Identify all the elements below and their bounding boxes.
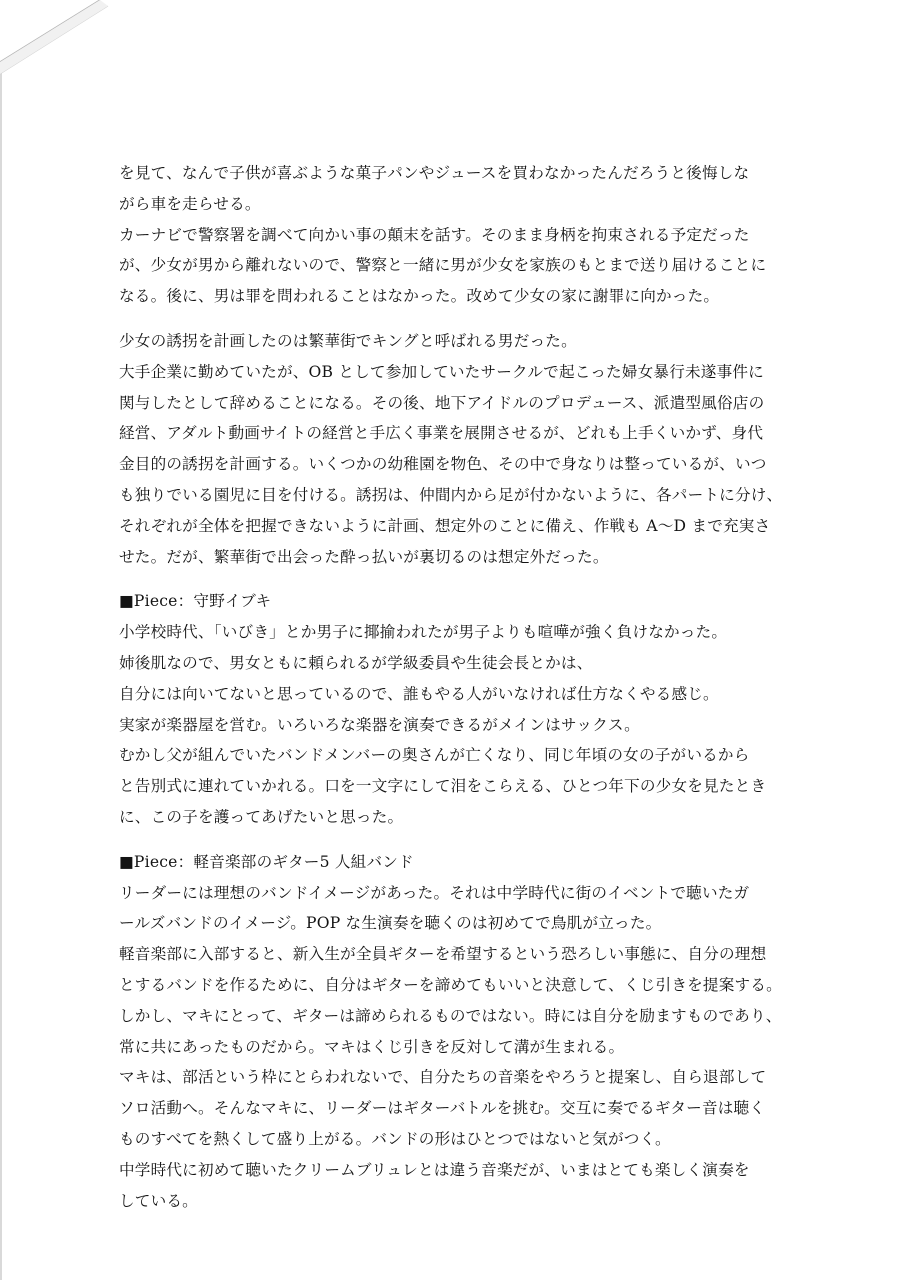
paragraph-gap: [119, 312, 791, 326]
text-line: 姉後肌なので、男女ともに頼られるが学級委員や生徒会長とかは、: [119, 653, 593, 672]
text-line: ールズバンドのイメージ。POP な生演奏を聴くのは初めてで鳥肌が立った。: [119, 914, 662, 933]
text-line: 経営、アダルト動画サイトの経営と手広く事業を展開させるが、どれも上手くいかず、身代: [119, 424, 764, 443]
section-band: [119, 847, 791, 1217]
text-line: に、この子を護ってあげたいと思った。: [119, 807, 404, 826]
text-line: マキは、部活という枠にとらわれないで、自分たちの音楽をやろうと提案し、自ら退部して: [119, 1068, 767, 1087]
folded-corner: [0, 0, 110, 80]
text-line: ソロ活動へ。そんなマキに、リーダーはギターバトルを挑む。交互に奏でるギター音は聴く: [119, 1099, 766, 1118]
text-line: が、少女が男から離れないので、警察と一緒に男が少女を家族のもとまで送り届けることに: [119, 256, 767, 275]
text-line: がら車を走らせる。: [119, 194, 261, 213]
text-line: 金目的の誘拐を計画する。いくつかの幼稚園を物色、その中で身なりは整っているが、いつ: [119, 455, 767, 474]
text-line: 実家が楽器屋を営む。いろいろな楽器を演奏できるがメインはサックス。: [119, 715, 640, 734]
text-line: 自分には向いてないと思っているので、誰もやる人がいなければ仕方なくやる感じ。: [119, 684, 719, 703]
text-line: 常に共にあったものだから。マキはくじ引きを反対して溝が生まれる。: [119, 1037, 625, 1056]
text-line: 軽音楽部に入部すると、新入生が全員ギターを希望するという恐ろしい事態に、自分の理想: [119, 945, 767, 964]
text-line: 関与したとして辞めることになる。その後、地下アイドルのプロデュース、派遣型風俗店の: [119, 393, 765, 412]
paragraph-apology: [119, 158, 791, 312]
text-line: 少女の誘拐を計画したのは繁華街でキングと呼ばれる男だった。: [119, 331, 577, 350]
text-line: 小学校時代、「いびき」とか男子に揶揄われたが男子よりも喧嘩が強く負けなかった。: [119, 623, 728, 642]
text-line: している。: [119, 1191, 198, 1210]
document-body: [119, 158, 791, 1216]
text-line: とするバンドを作るために、自分はギターを諦めてもいいと決意して、くじ引きを提案する。: [119, 975, 782, 994]
text-line: 大手企業に勤めていたが、OB として参加していたサークルで起こった婦女暴行未遂事件に: [119, 362, 764, 381]
text-line: せた。だが、繁華街で出会った酔っ払いが裏切るのは想定外だった。: [119, 547, 609, 566]
text-line: を見て、なんで子供が喜ぶような菓子パンやジュースを買わなかったんだろうと後悔しな: [119, 164, 750, 182]
text-line: それぞれが全体を把握できないように計画、想定外のことに備え、作戦も A〜D まで充実さ: [119, 516, 771, 535]
section-heading: ■Piece：軽音楽部のギター5 人組バンド: [119, 852, 414, 871]
text-line: も独りでいる園児に目を付ける。誘拐は、仲間内から足が付かないように、各パートに分け、: [119, 485, 783, 504]
text-line: なる。後に、男は罪を問われることはなかった。改めて少女の家に謝罪に向かった。: [119, 287, 720, 306]
text-line: カーナビで警察署を調べて向かい事の顛末を話す。そのまま身柄を拘束される予定だった: [119, 225, 750, 244]
section-ibuki: [119, 586, 791, 832]
text-line: ものすべてを熱くして盛り上がる。バンドの形はひとつではないと気がつく。: [119, 1129, 671, 1148]
text-line: と告別式に連れていかれる。口を一文字にして泪をこらえる、ひとつ年下の少女を見たとき: [119, 777, 767, 796]
text-line: 中学時代に初めて聴いたクリームブリュレとは違う音楽だが、いまはとても楽しく演奏を: [119, 1160, 750, 1179]
text-line: リーダーには理想のバンドイメージがあった。それは中学時代に街のイベントで聴いたガ: [119, 883, 750, 902]
page-left-edge: [0, 0, 2, 1280]
text-line: しかし、マキにとって、ギターは諦められるものではない。時には自分を励ますものであり、: [119, 1006, 782, 1025]
paragraph-gap: [119, 833, 791, 847]
paragraph-king: [119, 326, 791, 572]
text-line: むかし父が組んでいたバンドメンバーの奥さんが亡くなり、同じ年頃の女の子がいるから: [119, 746, 750, 765]
section-heading: ■Piece：守野イブキ: [119, 592, 272, 611]
paragraph-gap: [119, 572, 791, 586]
